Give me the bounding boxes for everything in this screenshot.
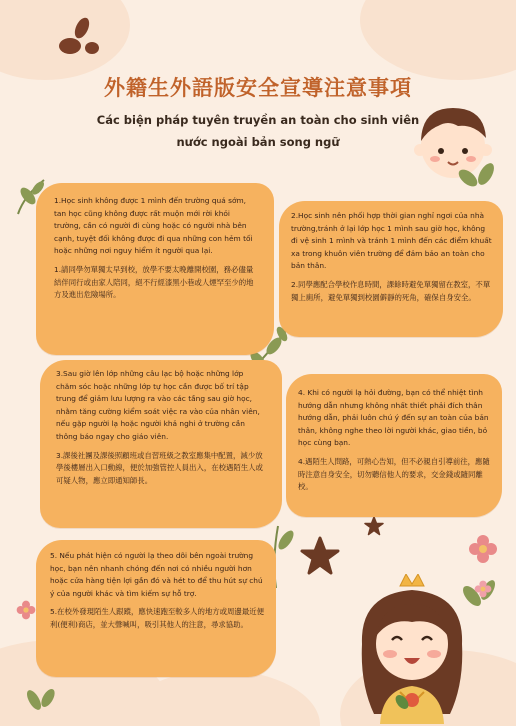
safety-card-3	[40, 360, 282, 528]
subtitle-line: Các biện pháp tuyên truyền an toàn cho sinh viên	[96, 113, 420, 127]
safety-card-1	[36, 183, 274, 355]
card-text-chinese: 2.同學應配合學校作息時間，課餘時避免單獨留在教室，不單獨上廁所，避免單獨到校園僻靜的死角，確保自身安全。	[291, 279, 491, 302]
card-text-vietnamese: 2.Học sinh nên phối hợp thời gian nghỉ ngơi của nhà trường,tránh ở lại lớp học 1 mình sau giờ học, không đi vệ sinh 1 mình và tránh 1 mình đến các điểm khuất xa trong khuôn viên trường để đảm bảo an toàn cho bản thân.	[291, 211, 492, 271]
star-icon	[364, 516, 384, 536]
page-subtitle	[90, 109, 426, 153]
card-text-vietnamese: 4. Khi có người lạ hỏi đường, bạn có thể nhiệt tình hướng dẫn nhưng không nhất thiết phải đích thân hướng dẫn, phải luôn chú ý đến sự an toàn của bản thân, không nghe theo lời người khác, giao tiền, bỏ học cùng bạn.	[298, 388, 489, 448]
card-text-chinese: 1.請同學勿單獨太早到校，放學不要太晚離開校園，務必儘量結伴同行或由家人陪同，絕不行經漆黑小巷或人煙罕至少的地方及進出危險場所。	[54, 264, 254, 300]
card-text-vietnamese: 5. Nếu phát hiện có người lạ theo dõi bên ngoài trường học, bạn nên nhanh chóng đến nơi có nhiều người hơn hoặc cửa hàng tiện lợi gần đó và hét to để thu hút sự chú ý của người khác và tìm kiếm sự hỗ trợ.	[50, 551, 263, 598]
cloud-decoration	[360, 0, 516, 80]
leaf-decoration	[454, 156, 504, 196]
page-title: 外籍生外語版安全宣導注意事項	[104, 75, 412, 100]
leaf-decoration	[20, 680, 60, 720]
card-text-vietnamese: 3.Sau giờ lên lớp những câu lạc bộ hoặc những lớp chăm sóc hoặc những lớp tự học cần được bố trí tập trung để giảm lưu lượng ra vào các tầng sau giờ học, nhằm tăng cường kiểm soát việc ra vào của nhân viên, nếu gặp người lạ hoặc người khả nghi ở trường cần thông báo ngay cho giáo viên.	[56, 369, 260, 441]
safety-card-5	[36, 540, 276, 677]
flower-icon	[16, 600, 36, 620]
flower-icon	[468, 534, 498, 564]
star-icon	[300, 536, 340, 576]
card-text-chinese: 3.課後社團及課後照顧班或自習班級之教室應集中配置，減少放學後樓層出入口動線，便於加強管控人員出入，在校遇陌生人或可疑人物，應立即通知師長。	[56, 450, 263, 485]
card-text-vietnamese: 1.Học sinh không được 1 mình đến trường quá sớm, tan học cũng không được rất muộn mới rời khỏi trường, cần có người đi cùng hoặc có người nhà bên cạnh, tuyệt đối không được đi qua những con hẻm tối hoặc những nơi nguy hiểm ít người qua lại.	[54, 196, 253, 256]
flower-icon	[474, 580, 492, 598]
subtitle-line: nước ngoài bản song ngữ	[176, 135, 340, 149]
blob-decoration	[48, 14, 108, 64]
card-text-chinese: 4.遇陌生人問路，可熱心告知，但不必親自引導前往，應隨時注意自身安全，切勿聽信他人的要求，交金錢或隨同離校。	[298, 456, 490, 492]
safety-card-4	[286, 374, 502, 517]
card-text-chinese: 5.在校外發現陌生人跟蹤，應快速跑至較多人的地方或周邊最近便利(便利)商店，並大聲喊叫，吸引其他人的注意，尋求協助。	[50, 607, 264, 629]
safety-card-2	[279, 201, 503, 337]
girl-character-illustration	[352, 574, 472, 726]
